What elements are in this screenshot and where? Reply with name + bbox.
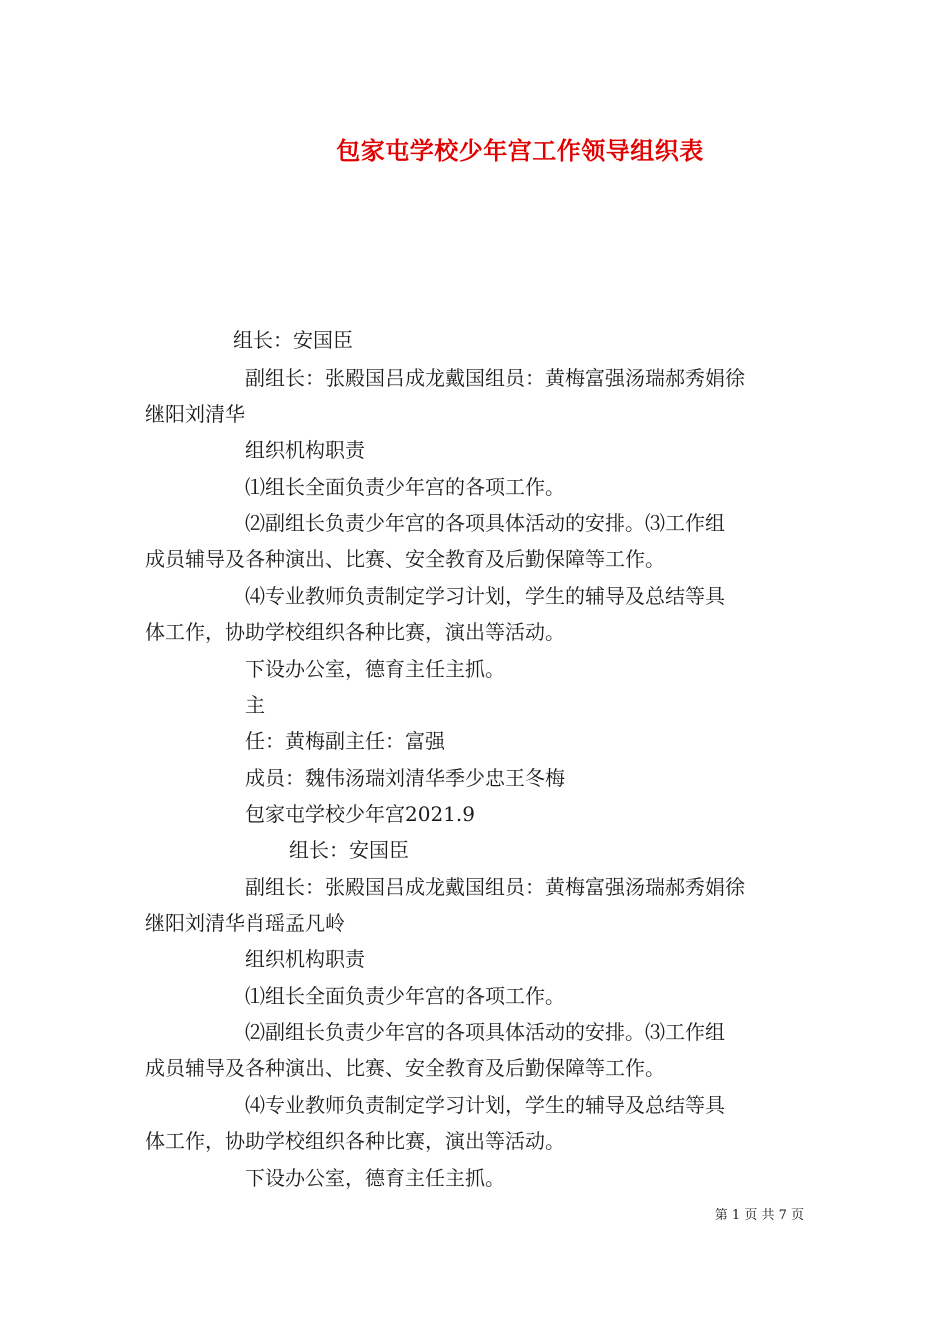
signature-date-line: 包家屯学校少年宫2021.9	[245, 802, 475, 826]
leader-line: 组长：安国臣	[233, 328, 353, 352]
section-heading-2: 组织机构职责	[245, 947, 365, 971]
page-number: 第 1 页 共 7 页	[714, 1208, 804, 1223]
duty-item-4: ⑷专业教师负责制定学习计划，学生的辅导及总结等具	[245, 584, 725, 608]
duty-item-2: ⑵副组长负责少年宫的各项具体活动的安排。⑶工作组	[245, 511, 725, 535]
deputy-members-line-cont: 继阳刘清华	[145, 402, 245, 426]
duty-item-4-b: ⑷专业教师负责制定学习计划，学生的辅导及总结等具	[245, 1093, 725, 1117]
director-line-a: 主	[245, 693, 265, 717]
office-line-2: 下设办公室，德育主任主抓。	[245, 1166, 505, 1190]
deputy-members-line-2-cont: 继阳刘清华肖瑶孟凡岭	[145, 911, 345, 935]
document-title: 包家屯学校少年宫工作领导组织表	[336, 136, 704, 165]
duty-item-1: ⑴组长全面负责少年宫的各项工作。	[245, 475, 565, 499]
duty-item-4-cont: 体工作，协助学校组织各种比赛，演出等活动。	[145, 620, 565, 644]
section-heading: 组织机构职责	[245, 438, 365, 462]
leader-line-2: 组长：安国臣	[289, 838, 409, 862]
duty-item-2-cont: 成员辅导及各种演出、比赛、安全教育及后勤保障等工作。	[145, 547, 665, 571]
office-members-line: 成员：魏伟汤瑞刘清华季少忠王冬梅	[245, 766, 565, 790]
duty-item-2-b: ⑵副组长负责少年宫的各项具体活动的安排。⑶工作组	[245, 1020, 725, 1044]
office-line: 下设办公室，德育主任主抓。	[245, 657, 505, 681]
duty-item-1-b: ⑴组长全面负责少年宫的各项工作。	[245, 984, 565, 1008]
deputy-members-line-2: 副组长：张殿国吕成龙戴国组员：黄梅富强汤瑞郝秀娟徐	[245, 875, 745, 899]
deputy-members-line: 副组长：张殿国吕成龙戴国组员：黄梅富强汤瑞郝秀娟徐	[245, 366, 745, 390]
duty-item-2-b-cont: 成员辅导及各种演出、比赛、安全教育及后勤保障等工作。	[145, 1056, 665, 1080]
director-line-b: 任：黄梅副主任：富强	[245, 729, 445, 753]
duty-item-4-b-cont: 体工作，协助学校组织各种比赛，演出等活动。	[145, 1129, 565, 1153]
